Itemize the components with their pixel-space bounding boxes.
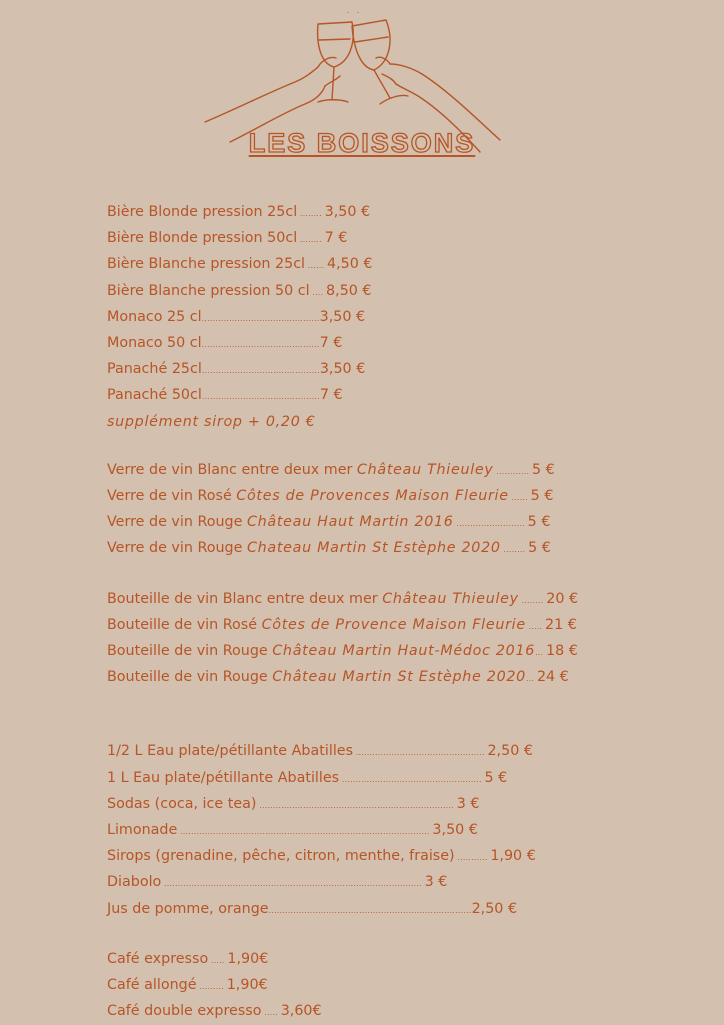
leader-dots: ... [535,648,547,658]
menu-item [107,665,627,691]
menu-item [107,897,627,923]
coffee-section [107,947,627,1025]
menu-item [107,639,627,665]
menu-item [107,818,627,844]
item-price: 3 € [424,874,448,891]
item-price: 3,60€ [280,1003,322,1020]
item-price: 5 € [528,540,551,557]
item-name: Diabolo [107,874,162,891]
supplement-note: supplément sirop + 0,20 € [107,413,316,430]
item-name: Bouteille de vin Rouge [107,669,273,686]
item-name: Café allongé [107,977,197,994]
menu-item [107,613,627,639]
item-name: Panaché 50cl [107,387,202,404]
leader-dots: ............ [493,466,532,476]
item-name: Bière Blanche pression 50 cl [107,282,310,299]
leader-dots: ........ [518,595,547,605]
item-name: Monaco 25 cl [107,308,202,325]
wine-glass-section [107,458,627,563]
item-name: Bouteille de vin Rosé [107,616,262,633]
item-origin: Chateau Martin St Estèphe 2020 [246,540,501,557]
item-price: 1,90€ [226,977,268,994]
leader-dots: ................................................... [339,774,485,784]
menu-item [107,973,627,999]
item-price: 5 € [527,514,551,531]
item-name: Jus de pomme, orange [107,900,269,917]
item-origin: Château Martin Haut-Médoc 2016 [272,643,536,660]
menu-item [107,536,627,562]
leader-dots: ........................................... [201,366,320,376]
soft-drinks-section [107,739,627,922]
item-name: Sodas (coca, ice tea) [107,795,257,812]
leader-dots: ........ [297,209,325,218]
leader-dots: ..... [208,955,228,965]
leader-dots: ........................................................................................... [177,827,433,837]
item-price: 4,50 € [326,256,373,273]
leader-dots: ... [525,674,537,684]
item-price: 5 € [530,488,554,505]
item-origin: Château Thieuley [382,590,519,607]
item-name: Limonade [107,822,178,839]
leader-dots: ........... [454,853,491,863]
leader-dots: ...... [305,261,327,271]
menu-item [107,587,627,613]
menu-item [107,844,627,870]
menu-item [107,383,627,409]
menu-item [107,792,627,818]
item-price: 2,50 € [487,743,533,760]
item-name: Bouteille de vin Blanc entre deux mer [107,590,383,607]
page-title: LES BOISSONS [248,128,476,158]
item-name: Bière Blanche pression 25cl [107,256,306,273]
item-name: Verre de vin Rosé [107,488,237,505]
item-name: Panaché 25cl [107,361,202,378]
menu-item [107,305,627,331]
leader-dots: ......................... [453,519,528,529]
item-name: Verre de vin Rouge [107,514,247,531]
leader-dots: ........................................... [201,392,320,402]
item-price: 8,50 € [326,282,372,299]
leader-dots: .... [309,287,327,297]
item-price: 7 € [319,387,343,404]
item-price: 3,50 € [324,204,371,220]
menu-item [107,739,627,765]
item-origin: Château Martin St Estèphe 2020 [272,669,526,686]
item-price: 21 € [545,616,577,633]
item-price: 20 € [546,590,579,607]
menu-item [107,484,627,510]
menu-item [107,252,627,278]
item-price: 3,50 € [319,361,366,378]
item-price: 3,50 € [319,308,366,325]
item-origin: Côtes de Provences Maison Fleurie [236,488,509,505]
leader-dots: ..... [261,1008,281,1018]
item-name: Café double expresso [107,1003,262,1020]
leader-dots: ...... [508,493,531,503]
item-name: Bouteille de vin Rouge [107,643,273,660]
wine-bottle-section [107,587,627,692]
item-price: 3 € [456,795,480,812]
item-price: 18 € [546,643,578,660]
leader-dots: ......... [196,982,227,992]
item-name: Verre de vin Blanc entre deux mer [107,461,357,478]
leader-dots: ....................................................................... [256,800,457,810]
item-origin: Côtes de Provence Maison Fleurie [261,616,526,633]
menu-item [107,279,627,305]
beer-section [107,200,627,410]
drinks-menu [107,200,627,1025]
leader-dots: ........................................... [201,313,320,323]
menu-item [107,947,627,973]
menu-item [107,870,627,896]
leader-dots: .......................................................................... [268,905,472,915]
menu-item [107,510,627,536]
item-price: 3,50 € [432,822,478,839]
menu-item [107,331,627,357]
item-name: Bière Blonde pression 50cl [107,230,298,247]
menu-item [107,200,627,226]
item-price: 7 € [324,230,348,247]
leader-dots: ..... [525,621,546,631]
leader-dots: .............................................................................................. [161,879,425,889]
menu-item [107,766,627,792]
item-name: Café expresso [107,950,209,967]
menu-item [107,357,627,383]
item-name: Verre de vin Rouge [107,540,247,557]
item-name: Monaco 50 cl [107,335,202,352]
item-price: 1,90 € [490,848,536,865]
item-price: 7 € [319,335,343,352]
item-price: 5 € [484,769,508,786]
item-price: 5 € [531,461,555,478]
leader-dots: ............................................... [353,748,488,758]
item-origin: Château Thieuley [356,461,494,478]
menu-item [107,458,627,484]
item-name: 1/2 L Eau plate/pétillante Abatilles [107,743,354,760]
item-origin: Château Haut Martin 2016 [246,514,454,531]
item-price: 1,90€ [227,950,269,967]
leader-dots: ........................................... [201,340,320,350]
item-name: Bière Blonde pression 25cl [107,204,298,220]
item-price: 24 € [536,669,569,686]
leader-dots: ........ [500,545,529,555]
menu-item [107,226,627,252]
item-price: 2,50 € [471,900,518,917]
item-name: 1 L Eau plate/pétillante Abatilles [107,769,340,786]
menu-item [107,999,627,1025]
leader-dots: ........ [297,235,325,245]
item-name: Sirops (grenadine, pêche, citron, menthe, fraise) [107,848,455,865]
